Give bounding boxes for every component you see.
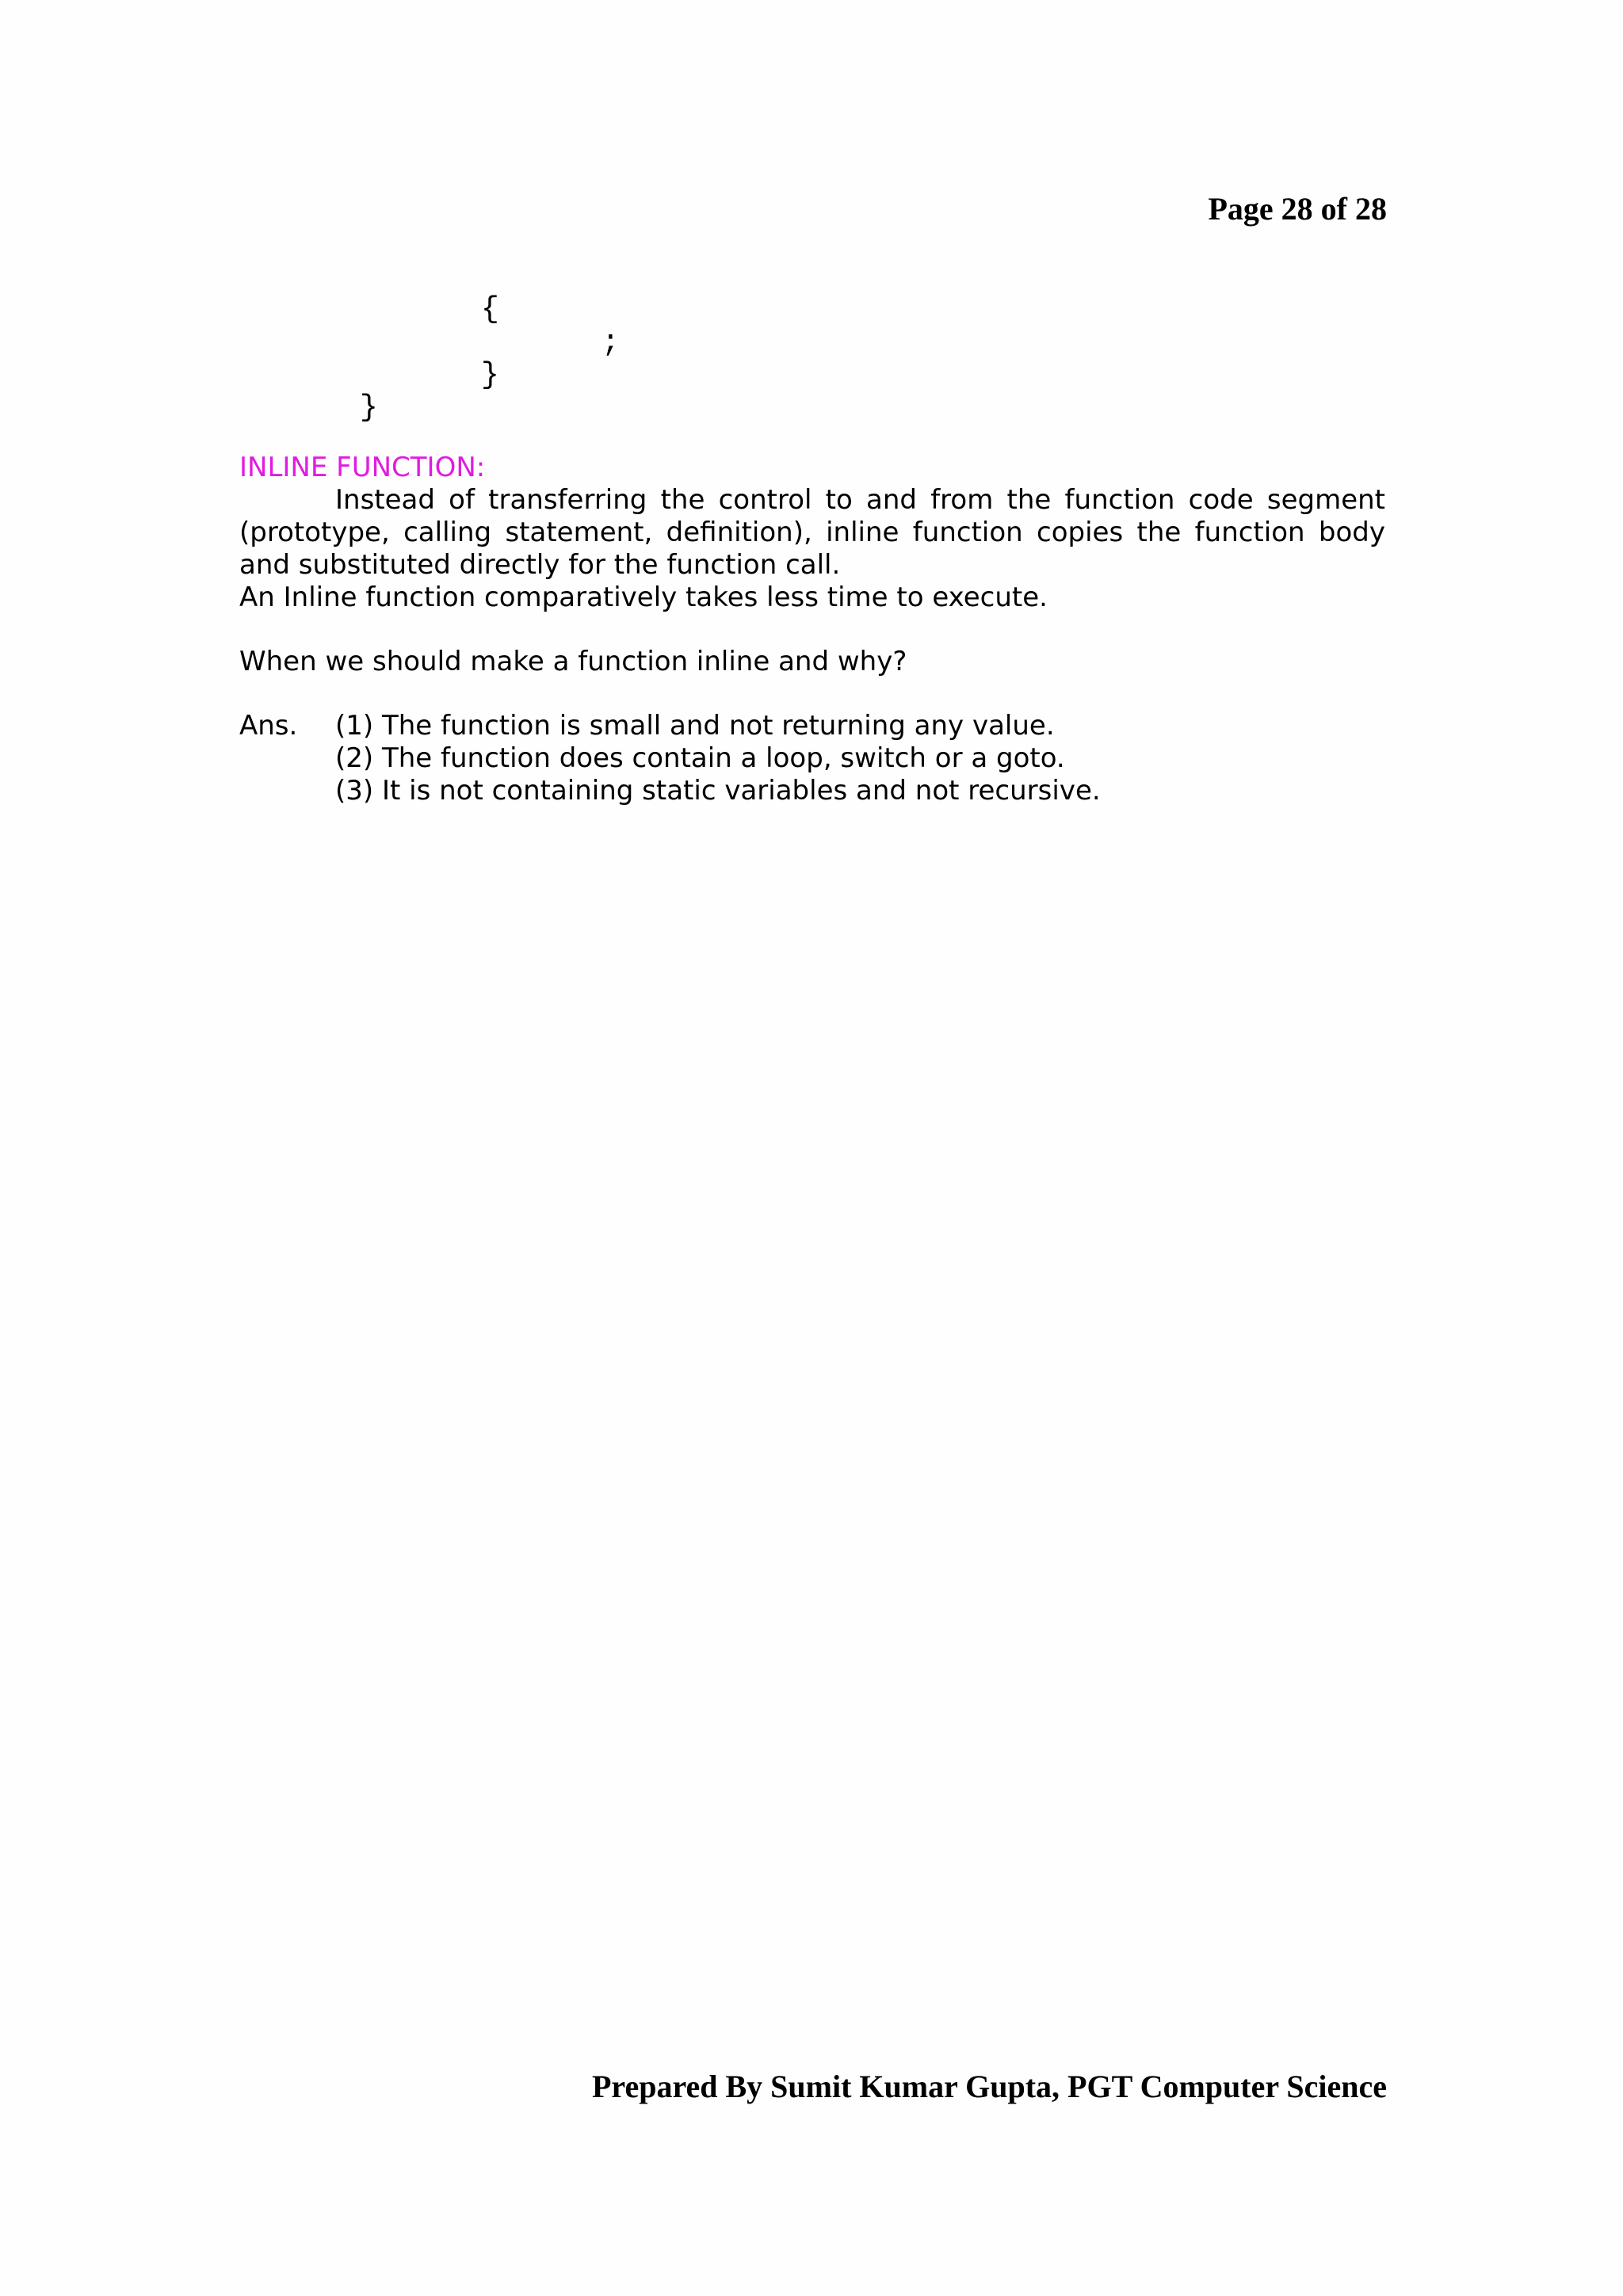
paragraph-execution-time: An Inline function comparatively takes less time to execute.: [239, 582, 1048, 613]
code-semicolon: ;: [601, 326, 620, 360]
page-number: Page 28 of 28: [1208, 191, 1387, 227]
paragraph-definition: Instead of transferring the control to and from the function code segment (prototype, calling statement, definition), inline function copies the function body and substituted directly for the function call.: [239, 484, 1385, 581]
question-text: When we should make a function inline and why?: [239, 646, 907, 677]
code-close-brace-inner: }: [481, 358, 499, 392]
code-close-brace-outer: }: [360, 391, 378, 425]
code-open-brace: {: [481, 292, 499, 326]
answer-item: (2) The function does contain a loop, switch or a goto.: [335, 742, 1065, 774]
section-heading: INLINE FUNCTION:: [239, 452, 486, 483]
footer-credit: Prepared By Sumit Kumar Gupta, PGT Computer Science: [592, 2069, 1387, 2104]
answer-list: [335, 710, 1101, 807]
answer-label: Ans.: [239, 710, 298, 742]
answer-item: (3) It is not containing static variables and not recursive.: [335, 775, 1101, 807]
answer-item: (1) The function is small and not returning any value.: [335, 710, 1055, 742]
